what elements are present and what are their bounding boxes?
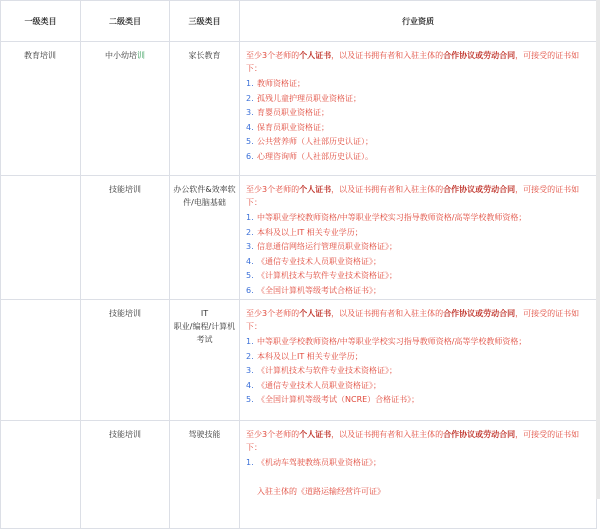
level2-label-part2: 训: [137, 51, 145, 60]
qualification-intro: 至少3个老师的个人证书，以及证书拥有者和入驻主体的合作协议或劳动合同，可接受的证书如下：: [246, 185, 580, 207]
list-item: 1. 中等职业学校教师资格/中等职业学校实习指导教师资格/高等学校教师资格；: [246, 213, 527, 222]
list-item: 6. 《全国计算机等级考试合格证书》；: [246, 285, 381, 295]
level3-label: 驾驶技能: [188, 430, 221, 439]
level2-label: [105, 51, 145, 60]
level3-label: 办公软件&效率软件/电脑基础: [173, 185, 236, 207]
list-item: 1. 《机动车驾驶教练员职业资格证》；: [246, 458, 381, 467]
list-item: 2. 本科及以上IT 相关专业学历；: [246, 227, 363, 237]
cell-level3: [170, 176, 240, 300]
list-item: 5. 公共营养师（人社部历史认证）；: [246, 137, 373, 146]
list-item: 1. 中等职业学校教师资格/中等职业学校实习指导教师资格/高等学校教师资格；: [246, 337, 527, 346]
cell-level2: [81, 176, 170, 300]
level3-label: IT 职业/编程/计算机考试: [173, 309, 236, 344]
list-item: 3. 《计算机技术与软件专业技术资格证》；: [246, 366, 397, 375]
list-item: 4. 《通信专业技术人员职业资格证》；: [246, 256, 381, 266]
list-item: 2. 孤残儿童护理员职业资格证；: [246, 93, 361, 103]
list-item: 4. 保育员职业资格证；: [246, 122, 329, 132]
cell-level1: [1, 176, 81, 300]
qualification-intro: 至少3个老师的个人证书，以及证书拥有者和入驻主体的合作协议或劳动合同，可接受的证书如下：: [246, 309, 580, 331]
level2-label: 技能培训: [109, 430, 141, 439]
list-item: 3. 信息通信网络运行管理员职业资格证》；: [246, 242, 397, 251]
cell-qualification: [240, 300, 597, 421]
list-item: 4. 《通信专业技术人员职业资格证》；: [246, 380, 381, 390]
certificate-list: [246, 335, 592, 408]
list-item: 入驻主体的《道路运输经营许可证》: [257, 486, 385, 496]
cell-qualification: [240, 176, 597, 300]
cell-level1: [1, 300, 81, 421]
list-item: 6. 心理咨询师（人社部历史认证）。: [246, 151, 373, 161]
table-row: [1, 42, 597, 176]
level2-label: 技能培训: [109, 185, 141, 194]
level2-label-part1: 中小幼培: [105, 51, 137, 60]
table-row: [1, 300, 597, 421]
cell-level2: [81, 300, 170, 421]
certificate-list: [246, 77, 592, 164]
cell-qualification: [240, 421, 597, 529]
header-qualification: 行业资质: [240, 1, 597, 42]
cell-level3: [170, 42, 240, 176]
certificate-list: [246, 211, 592, 298]
list-item: 1. 教师资格证；: [246, 79, 305, 88]
list-item: 2. 本科及以上IT 相关专业学历；: [246, 351, 363, 361]
cell-level3: [170, 421, 240, 529]
table-header-row: [1, 1, 597, 42]
cell-level1: [1, 421, 81, 529]
list-item: 5. 《全国计算机等级考试（NCRE）合格证书》；: [246, 395, 420, 404]
list-item: 5. 《计算机技术与软件专业技术资格证》；: [246, 271, 397, 280]
scrollbar-track[interactable]: [596, 0, 600, 499]
cell-qualification: [240, 42, 597, 176]
qualification-intro: 至少3个老师的个人证书，以及证书拥有者和入驻主体的合作协议或劳动合同，可接受的证书如下：: [246, 430, 580, 452]
list-item: 3. 育婴员职业资格证；: [246, 108, 329, 117]
level2-label: 技能培训: [109, 309, 141, 318]
cell-level2: [81, 421, 170, 529]
header-level3: 三级类目: [170, 1, 240, 42]
cell-level2: [81, 42, 170, 176]
cell-level1: [1, 42, 81, 176]
table-row: [1, 421, 597, 529]
cell-level3: [170, 300, 240, 421]
level1-label: 教育培训: [24, 51, 56, 60]
certificate-list: [246, 456, 592, 499]
level3-label: 家长教育: [188, 51, 221, 60]
table-row: [1, 176, 597, 300]
list-spacer: [246, 471, 592, 485]
header-level2: 二级类目: [81, 1, 170, 42]
header-level1: 一级类目: [1, 1, 81, 42]
qualification-intro: 至少3个老师的个人证书，以及证书拥有者和入驻主体的合作协议或劳动合同，可接受的证书如下：: [246, 51, 580, 73]
